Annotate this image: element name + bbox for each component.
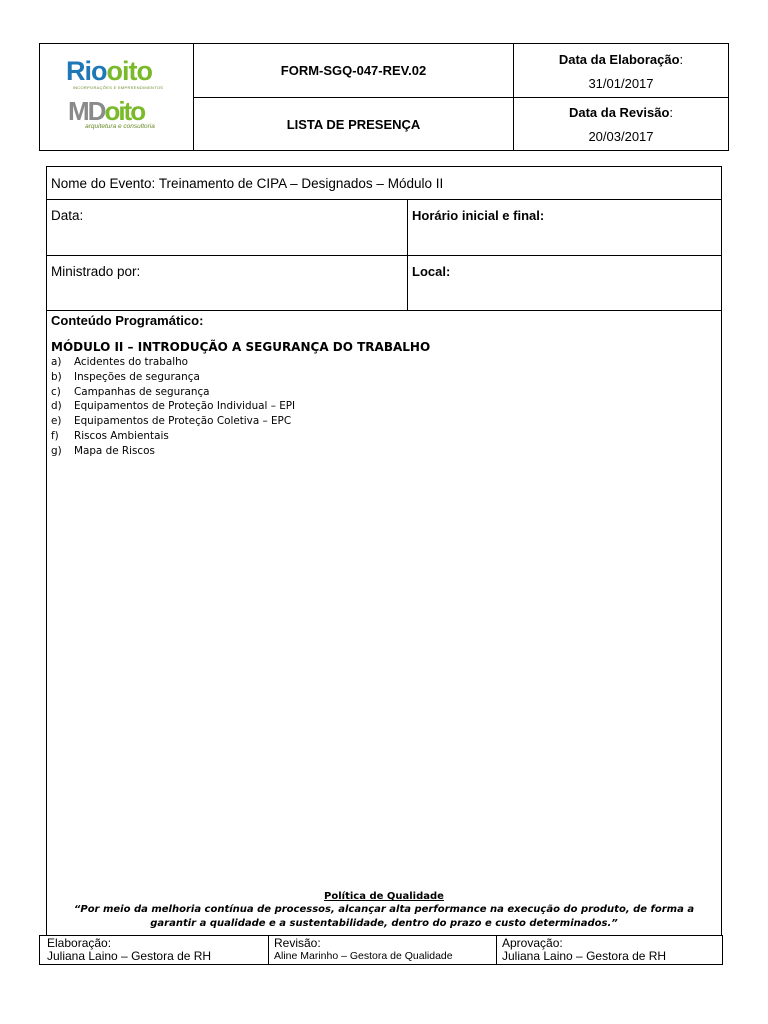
- footer-divider: [496, 936, 497, 964]
- attendance-form: [46, 166, 722, 936]
- list-item-text: Acidentes do trabalho: [74, 356, 189, 368]
- form-divider: [47, 255, 721, 256]
- quality-policy-title: Política de Qualidade: [324, 891, 444, 902]
- list-item-text: Riscos Ambientais: [74, 429, 169, 442]
- list-item-letter: g): [51, 444, 62, 457]
- label-colon: :: [669, 105, 674, 120]
- footer-elaboration-name: Juliana Laino – Gestora de RH: [47, 949, 212, 963]
- footer-revision-label: Revisão:: [274, 936, 321, 950]
- list-item: [51, 414, 711, 429]
- quality-policy: [47, 890, 721, 931]
- elaboration-date-label: Data da Elaboração: [558, 51, 680, 67]
- elaboration-date: 31/01/2017: [588, 75, 654, 91]
- list-item: [51, 444, 711, 459]
- list-item: [51, 355, 711, 370]
- list-item-letter: c): [51, 385, 61, 398]
- module-title: MÓDULO II – INTRODUÇÃO A SEGURANÇA DO TRABALHO: [51, 340, 431, 354]
- riooito-logo-text: Riooito: [66, 56, 152, 86]
- riooito-logo: [66, 58, 170, 88]
- program-content: [51, 313, 711, 459]
- label-colon: :: [679, 51, 684, 67]
- form-title-cell: [194, 98, 513, 150]
- location-label: Local:: [412, 264, 451, 279]
- document-footer: [39, 935, 723, 965]
- list-item-letter: a): [51, 356, 62, 368]
- list-item-letter: f): [51, 429, 59, 442]
- date-label: Data:: [51, 208, 84, 223]
- list-item: [51, 370, 711, 385]
- event-name-label: Nome do Evento: Treinamento de CIPA – Designados – Módulo II: [51, 176, 444, 191]
- riooito-logo-tagline: INCORPORAÇÕES E EMPREENDIMENTOS: [72, 85, 164, 90]
- form-divider: [47, 310, 721, 311]
- program-content-label: Conteúdo Programático:: [51, 313, 204, 328]
- form-divider: [47, 199, 721, 200]
- list-item: [51, 385, 711, 400]
- list-item-text: Equipamentos de Proteção Coletiva – EPC: [74, 415, 292, 428]
- footer-elaboration: [47, 937, 211, 963]
- revision-date-cell: [514, 98, 728, 150]
- footer-elaboration-label: Elaboração:: [47, 936, 112, 950]
- topic-list: [51, 355, 711, 459]
- document-header: [39, 43, 729, 151]
- revision-date-label: Data da Revisão: [568, 105, 670, 120]
- mdoito-logo-tagline: arquitetura e consultoria: [85, 123, 155, 130]
- list-item-letter: b): [51, 370, 62, 383]
- mdoito-logo-text: MDoito: [68, 96, 145, 126]
- form-title: LISTA DE PRESENÇA: [286, 116, 421, 132]
- footer-approval-name: Juliana Laino – Gestora de RH: [502, 949, 667, 963]
- list-item: [51, 399, 711, 414]
- form-code: FORM-SGQ-047-REV.02: [280, 63, 427, 78]
- quality-policy-text: “Por meio da melhoria contínua de processos, alcançar alta performance na execução do produto, de forma a garantir a qualidade e a sustentabilidade, dentro do prazo e custo determinados.”: [73, 904, 695, 929]
- elaboration-date-cell: [514, 44, 728, 97]
- list-item-text: Campanhas de segurança: [74, 385, 210, 398]
- list-item-letter: e): [51, 415, 62, 428]
- footer-divider: [268, 936, 269, 964]
- form-code-cell: [194, 44, 513, 97]
- footer-approval-label: Aprovação:: [502, 936, 563, 950]
- list-item-letter: d): [51, 400, 62, 413]
- list-item-text: Equipamentos de Proteção Individual – EPI: [74, 400, 296, 413]
- revision-date: 20/03/2017: [588, 129, 654, 144]
- list-item: [51, 429, 711, 444]
- footer-approval: [502, 937, 666, 963]
- instructor-label: Ministrado por:: [51, 264, 141, 279]
- mdoito-logo: [68, 96, 172, 130]
- footer-revision: [274, 937, 453, 963]
- list-item-text: Inspeções de segurança: [74, 370, 200, 383]
- list-item-text: Mapa de Riscos: [74, 444, 155, 457]
- schedule-label: Horário inicial e final:: [412, 208, 545, 223]
- footer-revision-name: Aline Marinho – Gestora de Qualidade: [274, 950, 453, 962]
